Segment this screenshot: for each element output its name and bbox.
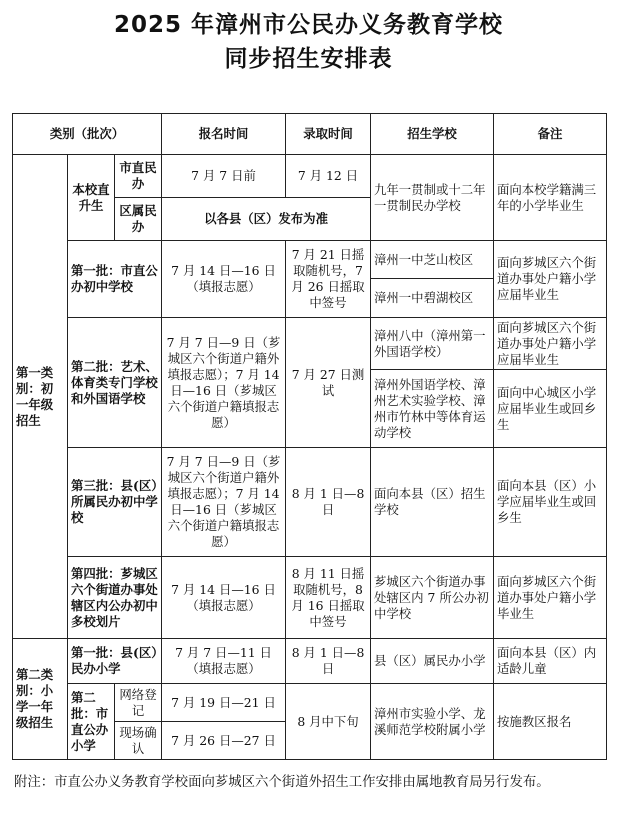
header-signup-time: 报名时间: [162, 114, 286, 155]
batch2-remarks-b: 面向中心城区小学应届毕业生或回乡生: [494, 370, 607, 448]
cat2-batch1-label: 第一批：县(区）民办小学: [68, 639, 162, 684]
city-private-label: 市直民办: [115, 155, 162, 198]
batch3-remarks: 面向本县（区）小学应届毕业生或回乡生: [494, 448, 607, 557]
header-schools: 招生学校: [371, 114, 494, 155]
batch2-school-a: 漳州八中（漳州第一外国语学校）: [371, 318, 494, 370]
table-row: [13, 318, 607, 370]
batch4-schools: 芗城区六个街道办事处辖区内 7 所公办初中学校: [371, 557, 494, 639]
district-private-label: 区属民办: [115, 198, 162, 241]
batch3-schools: 面向本县（区）招生学校: [371, 448, 494, 557]
batch2-school-b: 漳州外国语学校、漳州艺术实验学校、漳州市竹林中等体育运动学校: [371, 370, 494, 448]
district-private-note: 以各县（区）发布为准: [162, 198, 371, 241]
batch1-signup: 7 月 14 日—16 日（填报志愿）: [162, 241, 286, 318]
table-row: [13, 155, 607, 198]
batch2-remarks-a: 面向芗城区六个街道办事处户籍小学应届毕业生: [494, 318, 607, 370]
online-registration-label: 网络登记: [115, 684, 162, 722]
header-admission-time: 录取时间: [286, 114, 371, 155]
batch2-admission: 7 月 27 日测试: [286, 318, 371, 448]
onsite-confirmation-time: 7 月 26 日—27 日: [162, 722, 286, 760]
page-subtitle: 同步招生安排表: [224, 46, 393, 72]
direct-promotion-remarks: 面向本校学籍满三年的小学毕业生: [494, 155, 607, 241]
cat2-batch2-label: 第二批：市直公办小学: [68, 684, 115, 760]
table-row: [13, 639, 607, 684]
direct-promotion-label: 本校直升生: [68, 155, 115, 241]
batch3-admission: 8 月 1 日—8 日: [286, 448, 371, 557]
cat2-batch1-admission: 8 月 1 日—8 日: [286, 639, 371, 684]
city-private-signup: 7 月 7 日前: [162, 155, 286, 198]
cat2-batch2-admission: 8 月中下旬: [286, 684, 371, 760]
batch2-signup: 7 月 7 日—9 日（芗城区六个街道户籍外填报志愿）；7 月 14 日—16 日（芗城区六个街道户籍填报志愿）: [162, 318, 286, 448]
batch4-remarks: 面向芗城区六个街道办事处户籍小学毕业生: [494, 557, 607, 639]
batch4-signup: 7 月 14 日—16 日（填报志愿）: [162, 557, 286, 639]
cat2-batch2-schools: 漳州市实验小学、龙溪师范学校附属小学: [371, 684, 494, 760]
cat2-batch1-remarks: 面向本县（区）内适龄儿童: [494, 639, 607, 684]
batch1-school-a: 漳州一中芝山校区: [371, 241, 494, 279]
table-row: [13, 684, 607, 722]
batch3-signup: 7 月 7 日—9 日（芗城区六个街道户籍外填报志愿）；7 月 14 日—16 日（芗城区六个街道户籍填报志愿）: [162, 448, 286, 557]
cat2-batch1-schools: 县（区）属民办小学: [371, 639, 494, 684]
batch1-remarks: 面向芗城区六个街道办事处户籍小学应届毕业生: [494, 241, 607, 318]
table-row: [13, 557, 607, 639]
batch2-label: 第二批：艺术、体育类专门学校和外国语学校: [68, 318, 162, 448]
cat2-batch1-signup: 7 月 7 日—11 日（填报志愿）: [162, 639, 286, 684]
online-registration-time: 7 月 19 日—21 日: [162, 684, 286, 722]
onsite-confirmation-label: 现场确认: [115, 722, 162, 760]
enrollment-schedule-table: [12, 113, 607, 760]
header-remarks: 备注: [494, 114, 607, 155]
table-row: [13, 448, 607, 557]
batch4-admission: 8 月 11 日摇取随机号，8 月 16 日摇取中签号: [286, 557, 371, 639]
batch1-school-b: 漳州一中碧湖校区: [371, 279, 494, 318]
footnote: 附注：市直公办义务教育学校面向芗城区六个街道外招生工作安排由属地教育局另行发布。: [14, 775, 550, 790]
header-category: 类别（批次）: [13, 114, 162, 155]
table-row: [13, 241, 607, 279]
category-2-label: 第二类别：小学一年级招生: [13, 639, 68, 760]
batch1-label: 第一批：市直公办初中学校: [68, 241, 162, 318]
batch4-label: 第四批：芗城区六个街道办事处辖区内公办初中多校划片: [68, 557, 162, 639]
direct-promotion-schools: 九年一贯制或十二年一贯制民办学校: [371, 155, 494, 241]
batch3-label: 第三批：县(区）所属民办初中学校: [68, 448, 162, 557]
city-private-admission: 7 月 12 日: [286, 155, 371, 198]
cat2-batch2-remarks: 按施教区报名: [494, 684, 607, 760]
page-title: 2025 年漳州市公民办义务教育学校: [113, 12, 504, 38]
batch1-admission: 7 月 21 日摇取随机号，7 月 26 日摇取中签号: [286, 241, 371, 318]
category-1-label: 第一类别：初一年级招生: [13, 155, 68, 639]
table-header-row: [13, 114, 607, 155]
